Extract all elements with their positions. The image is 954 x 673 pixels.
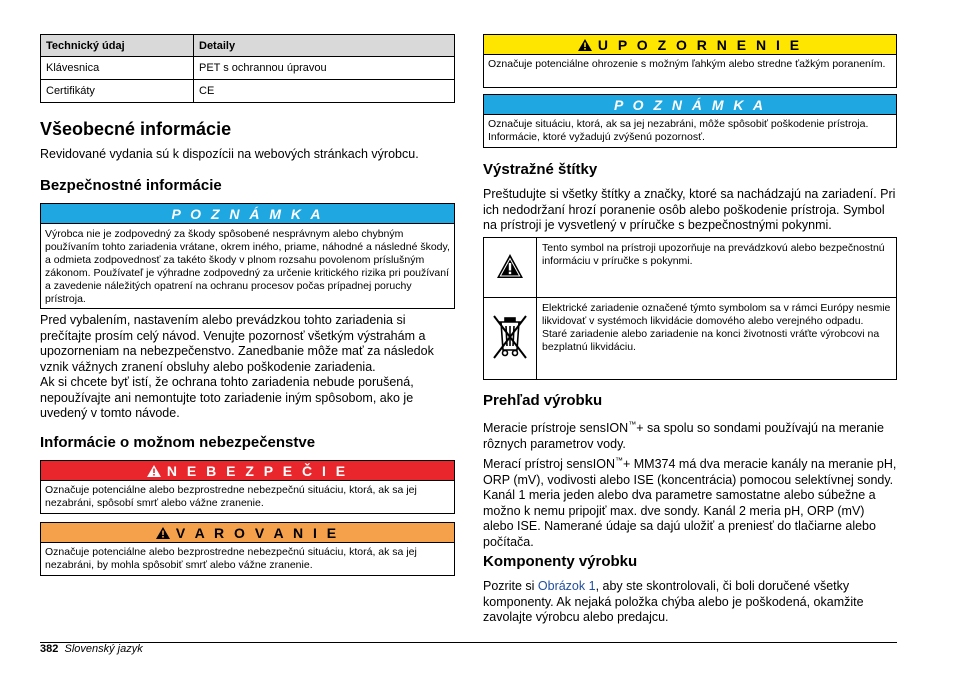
warning-triangle-icon [156,527,170,539]
caution-text: Označuje potenciálne ohrozenie s možným ľahkým alebo stredne ťažkým poranením. [488,58,886,70]
table-row [484,238,897,298]
table-cell: Klávesnica [41,57,194,80]
symbols-table [483,237,897,380]
warning-text: Označuje potenciálne alebo bezprostredne nebezpečnú situáciu, ktorá, ak sa jej nezabráni, by mohla spôsobiť smrť alebo vážne zranenie. [45,546,417,571]
safety-title: Bezpečnostné informácie [40,177,222,194]
symbol-text: Elektrické zariadenie označené týmto symbolom sa v rámci Európy nesmie likvidovať v systémoch likvidácie domového alebo verejného odpadu. Staré zariadenie alebo zariadenie na konci životnosti vráťte výrobcovi na bezplatnú likvidáciu. [537,298,897,380]
components-text [483,579,897,626]
symbol-cell [484,238,537,298]
trademark: ™ [614,456,623,465]
danger-text: Označuje potenciálne alebo bezprostredne nebezpečnú situáciu, ktorá, ak sa jej nezabráni, spôsobí smrť alebo vážne zranenie. [45,484,417,509]
crossed-bin-icon [490,312,530,362]
table-cell: CE [194,80,455,103]
overview-p2-a: Merací prístroj sensION [483,457,615,472]
components-text-b: , aby ste skontrolovali, či boli doručené všetky komponenty. Ak nejaká položka chýba alebo je poškodená, okamžite zavolajte výrobcu alebo predajcu. [483,579,864,624]
symbol-cell [484,298,537,380]
figure-link[interactable]: Obrázok 1 [537,579,596,593]
note-box-2 [483,94,897,148]
general-title: Všeobecné informácie [40,119,232,139]
hazard-title: Informácie o možnom nebezpečenstve [40,434,316,451]
warning-box [40,522,455,576]
danger-box [40,460,455,514]
trademark: ™ [628,420,637,429]
table-header-row [41,35,455,57]
spec-table [40,34,455,103]
table-header: Detaily [194,35,455,57]
footer [40,643,143,655]
footer-language: Slovenský jazyk [64,643,143,655]
labels-text: Preštudujte si všetky štítky a značky, ktoré sa nachádzajú na zariadení. Pri ich nedodržaní hrozí poranenie osôb alebo poškodenie prístroja. Symbol na prístroji je vysvetlený v príručke s bezpečnostnými pokynmi. [483,187,896,232]
symbol-text: Tento symbol na prístroji upozorňuje na prevádzkovú alebo bezpečnostnú informáciu v príručke s pokynmi. [537,238,897,298]
overview-p1-a: Meracie prístroje sensION [483,421,629,436]
danger-header [41,461,454,481]
table-row [484,298,897,380]
warning-triangle-icon [496,253,524,279]
overview-p2-b: + MM374 má dva meracie kanály na meranie pH, ORP (mV), vodivosti alebo ISE (koncentrácia) pomocou selektívnej sondy. Kanál 1 meria jeden alebo dva parametre samostatne alebo súbežne a možno k nemu pripojiť max. dve sondy. Kanál 2 meria pH, ORP (mV) alebo ISE. Namerané údaje sa dajú uložiť a preniesť do tlačiarne alebo počítača. [483,457,897,549]
warning-triangle-icon [578,39,592,51]
footer-divider [40,642,897,643]
components-title: Komponenty výrobku [483,553,638,570]
note-box [40,203,455,309]
labels-title: Výstražné štítky [483,161,598,178]
note-label: P O Z N Á M K A [41,204,454,224]
warning-triangle-icon [147,465,161,477]
table-cell: PET s ochrannou úpravou [194,57,455,80]
page-number: 382 [40,643,59,655]
table-row [41,57,455,80]
overview-paragraph-2 [483,453,897,550]
table-row [41,80,455,103]
overview-paragraph-1 [483,417,897,452]
caution-label: U P O Z O R N E N I E [597,36,803,53]
components-text-a: Pozrite si [483,579,538,593]
warning-header [41,523,454,543]
overview-p1-b: + sa spolu so sondami používajú na meranie rôznych parametrov vody. [483,421,884,451]
general-text: Revidované vydania sú k dispozícii na webových stránkach výrobcu. [40,147,419,161]
note-text: Výrobca nie je zodpovedný za škody spôsobené nesprávnym alebo chybným používaním tohto zariadenia vrátane, okrem iného, priame, náhodné a následné škody, a odmieta zodpovednosť za takéto škody v plnom rozsahu povolenom príslušným zákonom. Používateľ je výhradne zodpovedný za určenie kritického rizika pri používaní a zavedenie náležitých opatrení na ochranu procesov počas prípadnej poruchy prístroja. [45,228,450,305]
safety-paragraph-2: Ak si chcete byť istí, že ochrana tohto zariadenia nebude porušená, nepoužívajte ani nemontujte toto zariadenie iným spôsobom, ako je uvedený v tomto návode. [40,375,414,420]
warning-label: V A R O V A N I E [175,524,340,541]
note-label-2: P O Z N Á M K A [484,95,896,115]
note-text-2: Označuje situáciu, ktorá, ak sa jej nezabráni, môže spôsobiť poškodenie prístroja. Informácie, ktoré vyžadujú zvýšenú pozornosť. [488,118,869,143]
safety-paragraph-1: Pred vybalením, nastavením alebo prevádzkou tohto zariadenia si prečítajte prosím celý návod. Venujte pozornosť všetkým výstrahám a upozorneniam na nebezpečenstvo. Zanedbanie môže mať za následok vznik vážnych zranení obsluhy alebo poškodenie zariadenia. [40,313,434,374]
danger-label: N E B E Z P E Č I E [166,462,349,479]
overview-title: Prehľad výrobku [483,392,603,409]
table-header: Technický údaj [41,35,194,57]
caution-header [484,35,896,55]
table-cell: Certifikáty [41,80,194,103]
caution-box [483,34,897,88]
